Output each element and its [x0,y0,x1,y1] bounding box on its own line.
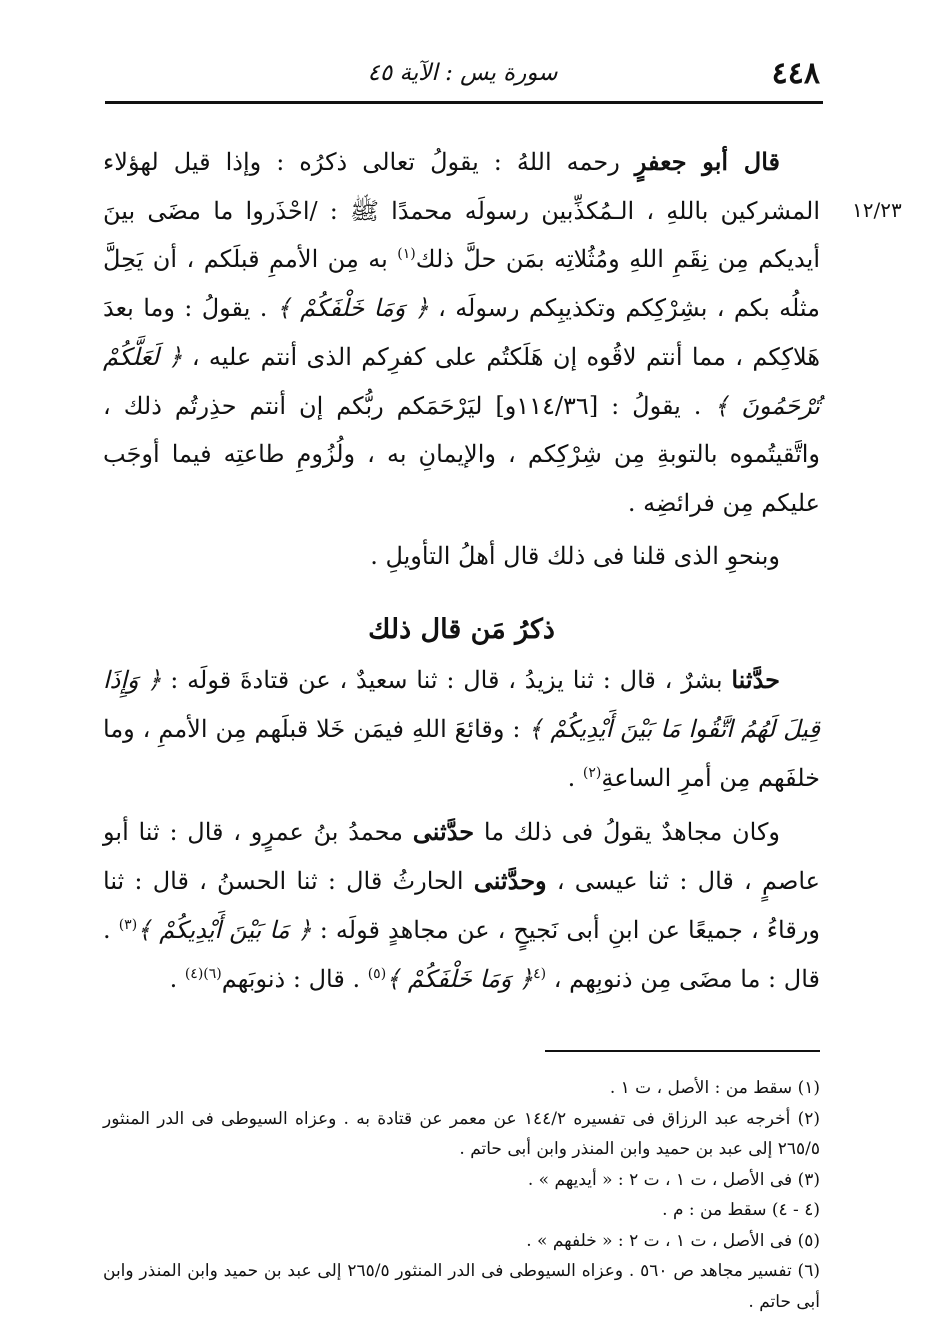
paragraph-4-text-b: محمدُ بنُ عمرٍو ، قال : ثنا أبو عاصمٍ ، قال : ثنا عيسى ، [103,818,820,896]
paragraph-4-text-d: . قال : ما مضَى مِن ذنوبِهم ، [103,915,820,993]
margin-reference: ١٢/٢٣ [852,198,902,222]
quran-quote: ﴿ وَمَا خَلْفَكُمْ ﴾ [386,964,534,993]
paragraph-4-text-e: . قال : ذنوبَهم [221,964,368,993]
footnote-ref-6: (٦)(٤) [184,965,222,982]
footnote-6: (٦) تفسير مجاهد ص ٥٦٠ . وعزاه السيوطى فى الدر المنثور ٢٦٥/٥ إلى عبد بن حميد وابن المنذر وابن أبى حاتم . [103,1261,820,1312]
footnote-2: (٢) أخرجه عبد الرزاق فى تفسيره ١٤٤/٢ عن معمر عن قتادة به . وعزاه السيوطى فى الدر المنثور ٢٦٥/٥ إلى عبد بن حميد وابن المنذر وابن أبى حاتم . [103,1108,820,1159]
paragraph-1-text-a: رحمه اللهُ : يقولُ تعالى ذكرُه : وإذا قيل لهؤلاء المشركين باللهِ ، الـمُكذِّبين رسولَه محمدًا ﷺ : /احْذَروا ما مضَى بينَ أيديكم مِن نِقَمِ اللهِ ومُثُلاتِه بمَن حلَّ ذلك [103,148,821,274]
quran-quote: ﴿ وَمَا خَلْفَكُمْ ﴾ [276,294,429,323]
section-heading: ذكرُ مَن قال ذلك [368,614,555,646]
footnote-4: (٤ - ٤) سقط من : م . [662,1200,820,1220]
running-title: سورة يس : الآية ٤٥ [367,60,558,86]
paragraph-3-lead: حدَّثنا [731,665,780,695]
quran-quote: ﴿ وَإِذَا قِيلَ لَهُمُ اتَّقُوا مَا بَيْنَ أَيْدِيكُمْ ﴾ [103,666,820,744]
footnote-5: (٥) فى الأصل ، ت ١ ، ت ٢ : « خلفهم » . [526,1230,820,1251]
quran-quote: ﴿ مَا بَيْنَ أَيْدِيكُمْ ﴾ [137,915,312,944]
paragraph-1-text-d: . يقولُ : [١١٤/٣٦و] ليَرْحَمَكم ربُّكم إن أنتم حذِرتُم ذلك ، واتَّقيتُموه بالتوبةِ مِن شِرْكِكم ، والإيمانِ به ، ولُزُومِ طاعتِه فيما أوجَب عليكم مِن فرائضِه . [103,391,820,517]
header-rule [105,101,823,104]
quran-quote: ﴿ لَعَلَّكُمْ تُرْحَمُونَ ﴾ [103,342,820,420]
paragraph-4 [103,808,820,1003]
footnotes [103,1073,820,1317]
footnote-1: (١) سقط من : الأصل ، ت ١ . [609,1078,820,1098]
paragraph-3-text-c: . [567,763,583,792]
paragraph-3 [103,656,820,802]
paragraph-4-text-c: الحارثُ قال : ثنا الحسنُ ، قال : ثنا ورقاءُ ، جميعًا عن ابنِ أبى نَجيحٍ ، عن مجاهدٍ قولَه : [103,867,820,944]
footnote-rule [545,1050,820,1052]
paragraph-1-text-c: . يقولُ : وما بعدَ هَلاكِكم ، مما أنتم لاقُوه إن هَلَكتُم على كفرِكم الذى أنتم عليه ، [103,294,820,371]
footnote-ref-1: (١) [397,246,416,263]
paragraph-2: وبنحوِ الذى قلنا فى ذلك قال أهلُ التأويلِ . [370,541,780,570]
footnote-ref-5: (٥) [367,965,387,982]
footnote-ref-2: (٢) [582,764,602,781]
paragraph-1 [103,138,820,528]
paragraph-4-bold-a: حدَّثنى [412,817,475,847]
page-number: ٤٤٨ [771,56,820,91]
paragraph-1-lead: قال أبو جعفرٍ [634,147,780,176]
paragraph-3-text-b: : وقائعَ اللهِ فيمَن خَلا قبلَهم مِن الأممِ ، وما خلفَهم مِن أمرِ الساعةِ [103,715,820,792]
footnote-ref-3: (٣) [118,916,138,933]
footnote-3: (٣) فى الأصل ، ت ١ ، ت ٢ : « أيديهم » . [527,1169,820,1190]
paragraph-1-text-b: به مِن الأممِ قبلَكم ، أن يَحِلَّ مثلُه بكم ، بشِرْكِكم وتكذيبِكم رسولَه ، [103,245,820,323]
paragraph-3-text-a: بشرٌ ، قال : ثنا يزيدُ ، قال : ثنا سعيدٌ ، عن قتادةَ قولَه : [161,666,732,695]
paragraph-4-bold-b: وحدَّثنى [473,866,547,896]
paragraph-4-text-a: وكان مجاهدٌ يقولُ فى ذلك ما [474,818,780,847]
body-text [103,138,820,1003]
paragraph-4-text-f: . [169,964,185,993]
footnote-ref-4-open: (٤ [533,965,547,982]
page-header [105,52,820,96]
